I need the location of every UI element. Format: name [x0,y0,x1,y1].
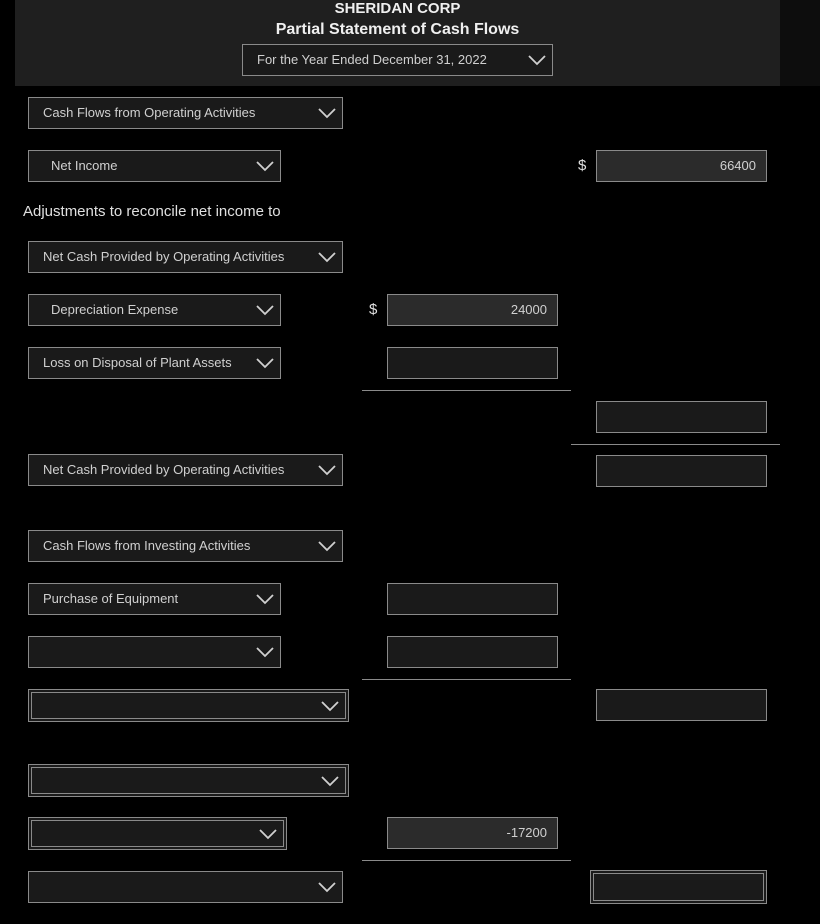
chevron-down-icon [321,775,339,787]
purchase-equipment-label: Purchase of Equipment [43,591,179,606]
dropdown-inner-border [31,767,346,794]
depreciation-dropdown[interactable] [28,294,281,326]
statement-title: Partial Statement of Cash Flows [275,21,520,38]
adjustments-heading-dropdown[interactable] [28,241,343,273]
chevron-down-icon [256,304,274,316]
chevron-down-icon [256,160,274,172]
period-label: For the Year Ended December 31, 2022 [257,52,487,67]
blank-amount-input-3[interactable]: -17200 [387,817,558,849]
blank-item-dropdown-3[interactable] [28,817,287,850]
net-income-dropdown[interactable] [28,150,281,182]
subtotal-rule [362,679,571,680]
net-cash-operating-amount-input[interactable] [596,455,767,487]
chevron-down-icon [318,107,336,119]
chevron-down-icon [318,540,336,552]
subtotal-rule [362,860,571,861]
blank-amount-input-1[interactable] [387,636,558,668]
chevron-down-icon [528,54,546,66]
net-income-amount-input[interactable]: 66400 [596,150,767,182]
final-total-amount-input[interactable] [590,870,767,904]
subtotal-rule [362,390,571,391]
operating-heading-label: Cash Flows from Operating Activities [43,105,256,120]
adjustments-total-input[interactable] [596,401,767,433]
blank-total-amount-input[interactable] [596,689,767,721]
chevron-down-icon [321,700,339,712]
blank-item-dropdown-1[interactable] [28,636,281,668]
chevron-down-icon [259,828,277,840]
loss-disposal-dropdown[interactable] [28,347,281,379]
final-total-dropdown[interactable] [28,871,343,903]
adjustments-heading-label: Net Cash Provided by Operating Activities [43,249,285,264]
depreciation-amount-input[interactable]: 24000 [387,294,558,326]
chevron-down-icon [256,357,274,369]
total-rule [571,444,780,445]
chevron-down-icon [318,881,336,893]
purchase-equipment-dropdown[interactable] [28,583,281,615]
net-income-label: Net Income [51,158,118,173]
operating-heading-dropdown[interactable] [28,97,343,129]
dropdown-inner-border [31,820,284,847]
investing-heading-dropdown[interactable] [28,530,343,562]
purchase-equipment-amount-input[interactable] [387,583,558,615]
blank-total-dropdown[interactable] [28,689,349,722]
loss-disposal-amount-input[interactable] [387,347,558,379]
dollar-sign: $ [578,157,587,174]
period-dropdown[interactable] [242,44,553,76]
dropdown-inner-border [31,692,346,719]
company-name: SHERIDAN CORP [334,0,461,17]
chevron-down-icon [256,593,274,605]
net-cash-operating-label: Net Cash Provided by Operating Activities [43,462,285,477]
adjustments-note: Adjustments to reconcile net income to [23,203,281,220]
investing-heading-label: Cash Flows from Investing Activities [43,538,251,553]
depreciation-label: Depreciation Expense [51,302,179,317]
dollar-sign: $ [369,301,378,318]
loss-disposal-label: Loss on Disposal of Plant Assets [43,355,232,370]
net-cash-operating-dropdown[interactable] [28,454,343,486]
chevron-down-icon [318,251,336,263]
chevron-down-icon [318,464,336,476]
blank-heading-dropdown[interactable] [28,764,349,797]
chevron-down-icon [256,646,274,658]
